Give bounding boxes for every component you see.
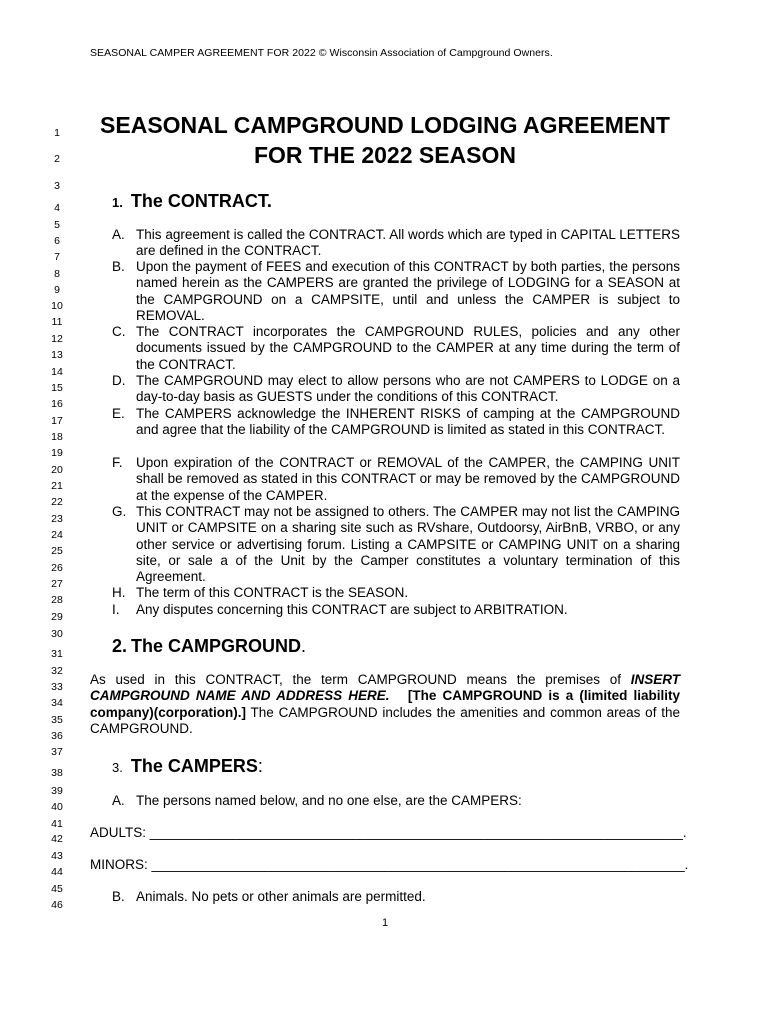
section-3-number: 3. — [112, 760, 123, 775]
line-number: 8 — [54, 268, 60, 280]
item-letter: C. — [112, 324, 126, 339]
line-number: 43 — [51, 850, 63, 862]
line-number: 17 — [51, 415, 63, 427]
adults-field[interactable]: ADULTS: _______________________________________________________________________. — [90, 825, 687, 840]
line-number: 31 — [51, 648, 63, 660]
section-3-title: The CAMPERS — [130, 756, 258, 776]
para-rest: The CAMPGROUND includes the amenities and common areas of the CAMPGROUND. — [90, 704, 680, 736]
line-number: 21 — [51, 480, 63, 492]
item-text: The CAMPGROUND may elect to allow persons who are not CAMPERS to LODGE on a day-to-day basis as GUESTS under the conditions of this CONTRACT. — [136, 373, 680, 405]
line-number: 38 — [51, 767, 63, 779]
line-number: 13 — [51, 349, 63, 361]
line-number: 46 — [51, 899, 63, 911]
line-number: 10 — [51, 300, 63, 312]
section-2-paragraph — [90, 672, 680, 737]
line-number: 45 — [51, 883, 63, 895]
line-number: 14 — [51, 366, 63, 378]
section-1-item-i — [112, 602, 680, 618]
page-number: 1 — [381, 917, 389, 929]
line-number: 1 — [54, 127, 60, 139]
item-text: Upon the payment of FEES and execution of this CONTRACT by both parties, the persons named herein as the CAMPERS are granted the privilege of LODGING for a SEASON at the CAMPGROUND on a CAMPSITE, until and unless the CAMPER is subject to REMOVAL. — [136, 259, 680, 323]
section-1-title: The CONTRACT. — [130, 191, 272, 211]
section-1-number: 1. — [112, 195, 123, 210]
section-1-item-h — [112, 585, 680, 601]
line-number: 11 — [51, 316, 63, 328]
line-number: 3 — [54, 180, 60, 192]
line-number: 40 — [51, 801, 63, 813]
item-letter: D. — [112, 373, 126, 388]
line-number: 9 — [54, 284, 60, 296]
item-letter: I. — [112, 602, 120, 617]
line-number: 29 — [51, 611, 63, 623]
line-number: 26 — [51, 562, 63, 574]
section-1-item-d — [112, 373, 680, 406]
item-text: The CONTRACT incorporates the CAMPGROUND RULES, policies and any other documents issued by the CAMPGROUND to the CAMPER at any time during the term of the CONTRACT. — [136, 324, 680, 372]
section-1-item-g — [112, 504, 680, 585]
para-intro: As used in this CONTRACT, the term CAMPGROUND means the premises of — [90, 672, 631, 687]
line-number: 5 — [54, 219, 60, 231]
item-letter: B. — [112, 259, 125, 274]
line-number: 7 — [54, 251, 60, 263]
line-number: 33 — [51, 681, 63, 693]
item-letter: F. — [112, 455, 123, 470]
section-2-number: 2. — [112, 636, 128, 656]
section-1-item-f — [112, 455, 680, 504]
line-number: 42 — [51, 833, 63, 845]
campground-name-placeholder: INSERT CAMPGROUND NAME AND ADDRESS HERE. — [90, 672, 680, 704]
item-text: The term of this CONTRACT is the SEASON. — [136, 585, 409, 600]
line-number: 12 — [51, 333, 63, 345]
section-1-item-a — [112, 227, 680, 260]
line-number: 44 — [51, 866, 63, 878]
line-number: 32 — [51, 665, 63, 677]
line-number: 35 — [51, 714, 63, 726]
item-text: This agreement is called the CONTRACT. All words which are typed in CAPITAL LETTERS are defined in the CONTRACT. — [136, 227, 680, 259]
item-text: The CAMPERS acknowledge the INHERENT RISKS of camping at the CAMPGROUND and agree that the liability of the CAMPGROUND is limited as stated in this CONTRACT. — [136, 406, 680, 438]
line-number: 2 — [54, 153, 60, 165]
title-line-1: SEASONAL CAMPGROUND LODGING AGREEMENT — [100, 112, 670, 138]
document-title — [90, 110, 680, 170]
section-3-title-tail: : — [257, 756, 263, 776]
item-letter: A. — [112, 227, 125, 242]
section-1-heading — [112, 191, 272, 213]
page-header: SEASONAL CAMPER AGREEMENT FOR 2022 © Wisconsin Association of Campground Owners. — [90, 47, 553, 59]
section-2-title: The CAMPGROUND — [131, 636, 302, 656]
line-number: 20 — [51, 464, 63, 476]
item-letter: E. — [112, 406, 125, 421]
line-number: 16 — [51, 398, 63, 410]
item-text: The persons named below, and no one else, are the CAMPERS: — [136, 793, 522, 808]
item-text: Animals. No pets or other animals are permitted. — [136, 889, 426, 904]
line-number: 30 — [51, 628, 63, 640]
line-number: 23 — [51, 513, 63, 525]
line-number: 36 — [51, 730, 63, 742]
line-number: 37 — [51, 746, 63, 758]
item-text: Upon expiration of the CONTRACT or REMOVAL of the CAMPER, the CAMPING UNIT shall be removed as stated in this CONTRACT or may be removed by the CAMPGROUND at the expense of the CAMPER. — [136, 455, 680, 503]
item-text: Any disputes concerning this CONTRACT are subject to ARBITRATION. — [136, 602, 568, 617]
section-2-title-tail: . — [301, 636, 307, 656]
title-line-2: FOR THE 2022 SEASON — [253, 142, 517, 168]
line-number: 39 — [51, 785, 63, 797]
item-letter: G. — [112, 504, 127, 519]
line-number: 15 — [51, 382, 63, 394]
item-text: This CONTRACT may not be assigned to others. The CAMPER may not list the CAMPING UNIT or CAMPSITE on a sharing site such as RVshare, Outdoorsy, AirBnB, VRBO, or any other service or advertising forum. Listing a CAMPSITE or CAMPING UNIT on a sharing site, or sale a of the Unit by the Camper constitutes a voluntary termination of this Agreement. — [136, 504, 680, 585]
section-1-item-e — [112, 406, 680, 439]
line-number: 34 — [51, 697, 63, 709]
entity-type-clause: [The CAMPGROUND is a (limited liability company)(corporation).] — [90, 688, 681, 720]
line-number: 28 — [51, 594, 63, 606]
line-number: 27 — [51, 578, 63, 590]
section-1-item-b — [112, 259, 680, 324]
section-3-item-a — [112, 793, 680, 809]
line-number: 25 — [51, 545, 63, 557]
line-number: 24 — [51, 529, 63, 541]
line-number: 18 — [51, 431, 63, 443]
item-letter: B. — [112, 889, 125, 904]
section-2-heading — [112, 636, 306, 656]
item-letter: H. — [112, 585, 126, 600]
line-number: 22 — [51, 496, 63, 508]
section-3-heading — [112, 756, 263, 778]
item-letter: A. — [112, 793, 125, 808]
line-number: 19 — [51, 447, 63, 459]
section-1-item-c — [112, 324, 680, 373]
section-3-item-b — [112, 889, 680, 905]
line-number: 6 — [54, 235, 60, 247]
line-number: 41 — [51, 818, 63, 830]
minors-field[interactable]: MINORS: _______________________________________________________________________. — [90, 857, 689, 872]
line-number: 4 — [54, 202, 60, 214]
